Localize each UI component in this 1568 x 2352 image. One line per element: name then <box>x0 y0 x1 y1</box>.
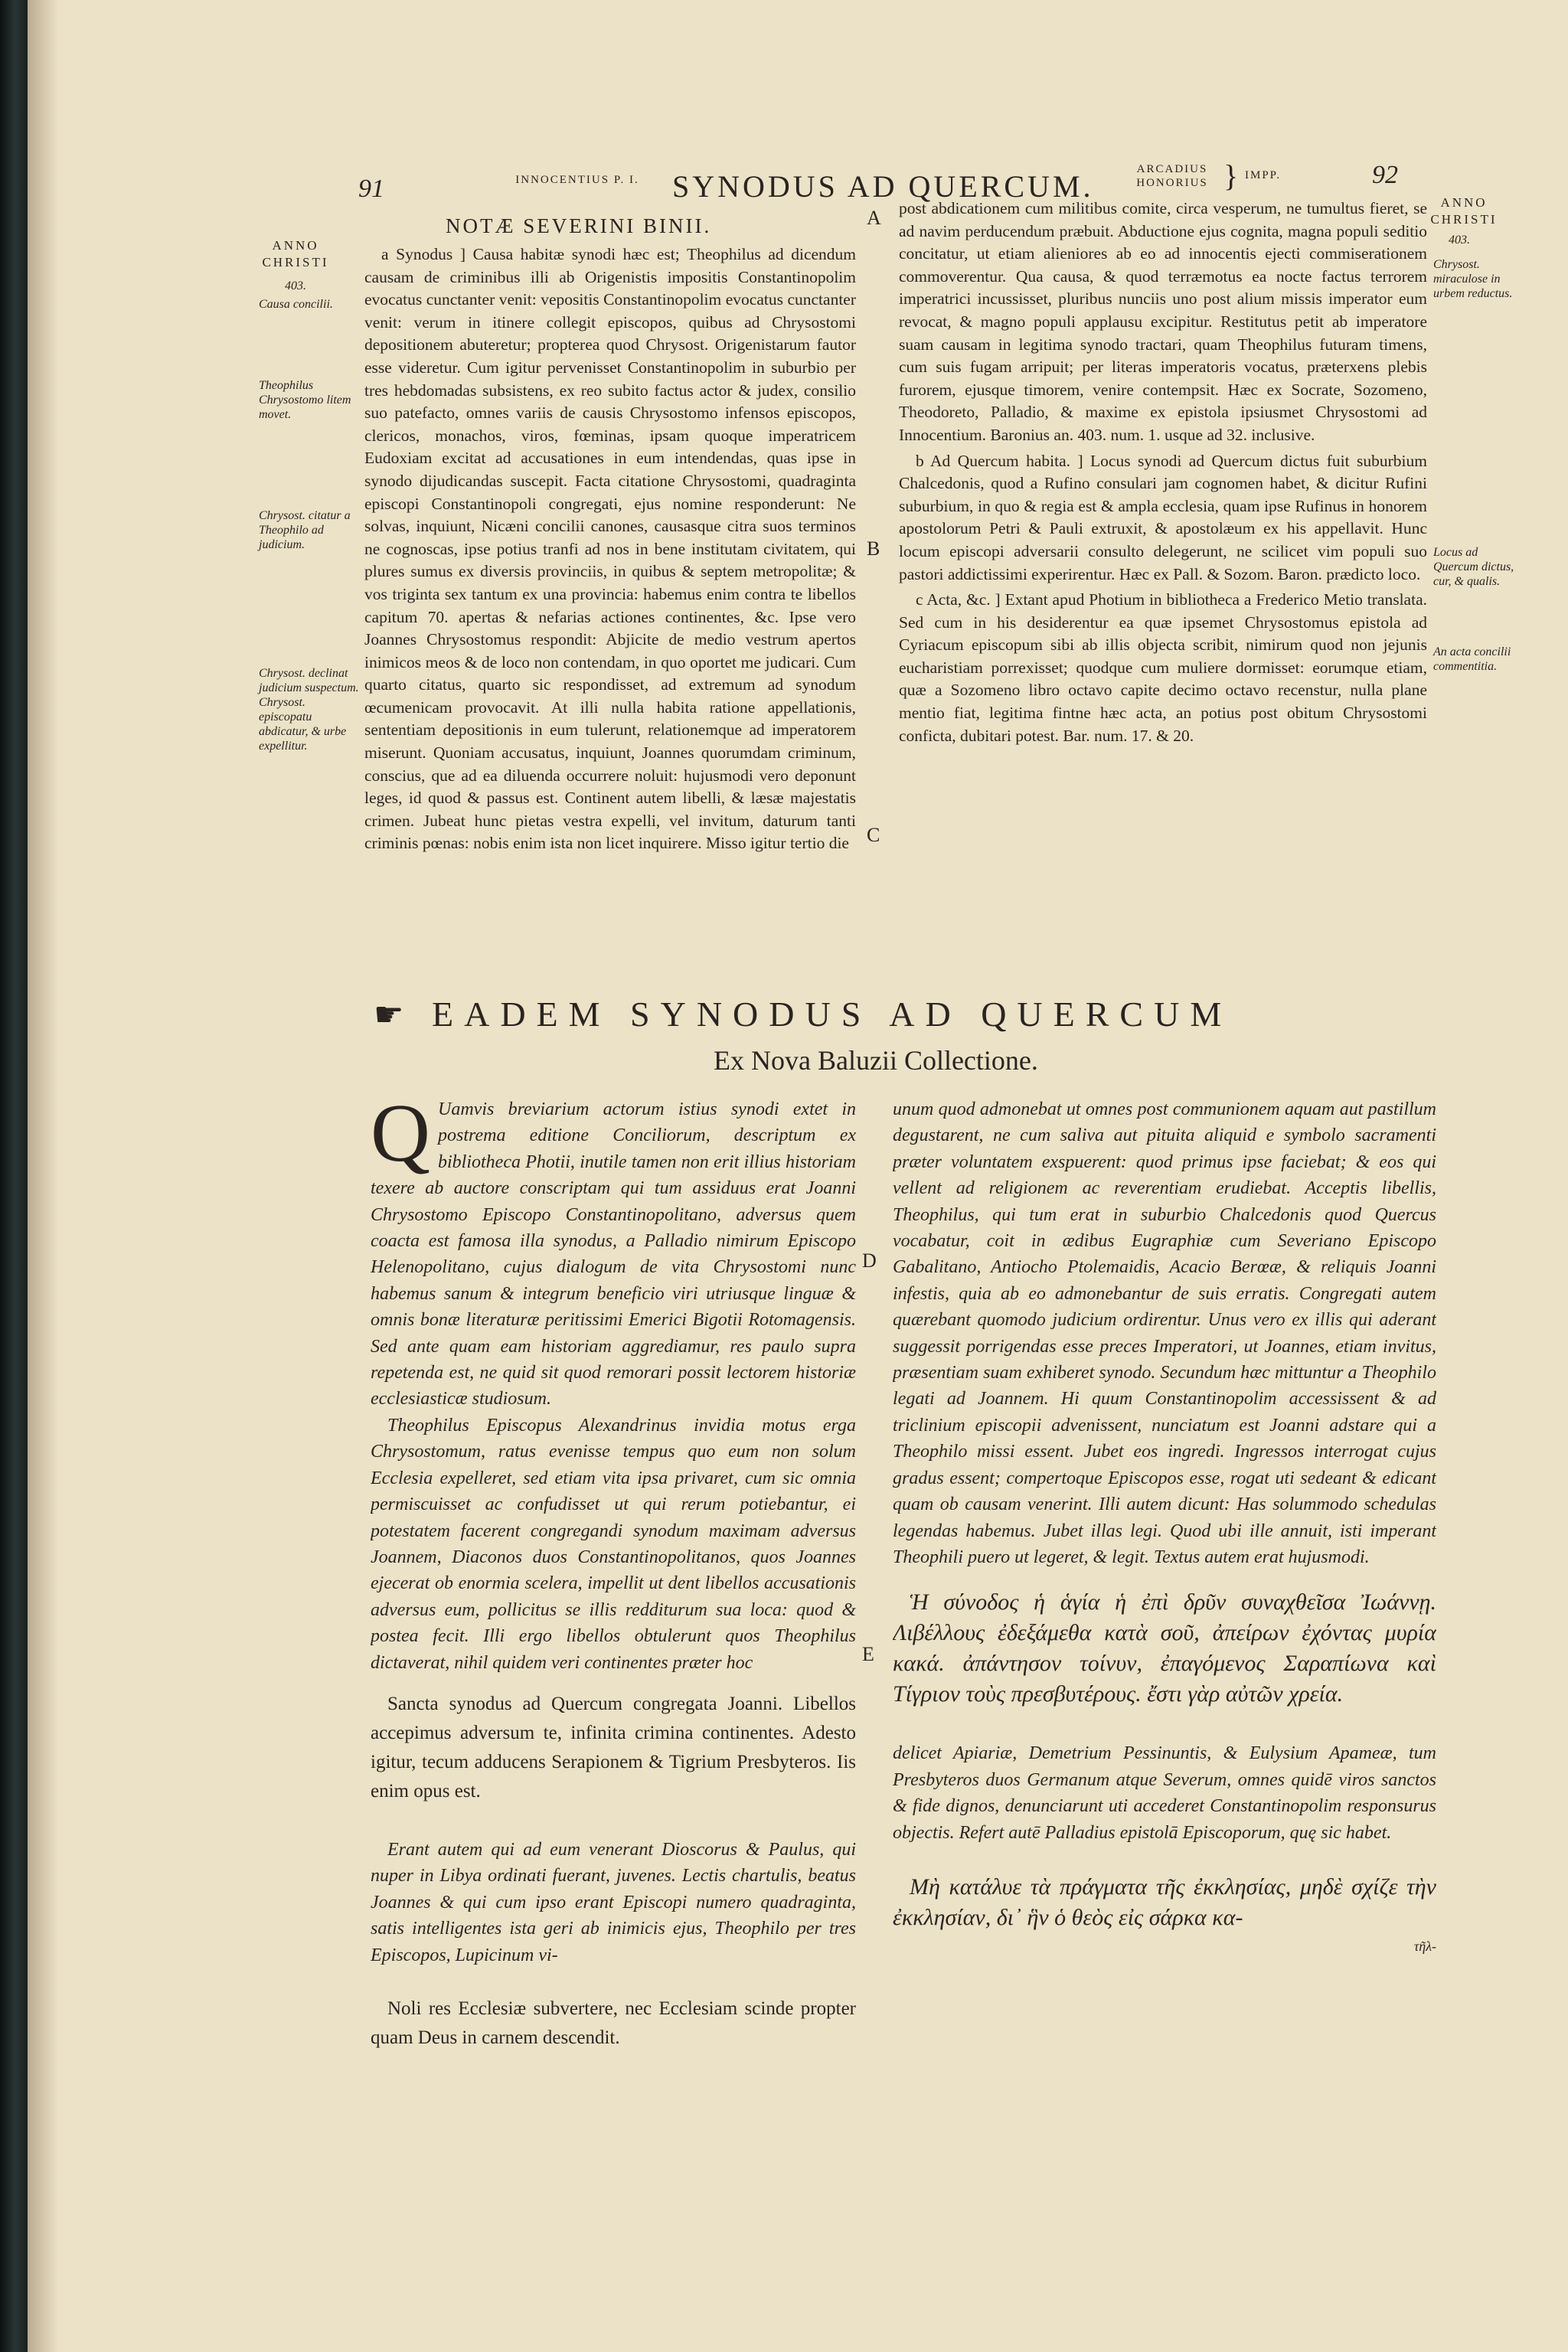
greek-text: Ἡ σύνοδος ἡ ἁγία ἡ ἐπὶ δρῦν συναχθεῖσα Ἰωάννῃ. Λιβέλλους ἐδεξάμεθα κατὰ σοῦ, ἀπείρων ἐχόντας μυρία κακά. ἀπάντησον τοίνυν, ἐπαγόμενος Σαραπίωνα καὶ Τίγριον τοὺς πρεσβυτέρους. ἔστι γὰρ αὐτῶν χρεία. <box>893 1589 1436 1707</box>
body-paragraph: Theophilus Episcopus Alexandrinus invidia motus erga Chrysostomum, ratus evenisse tempus quo eum non solum Ecclesia expelleret, sed etiam vita ipsa privaret, cum sic omnia permiscuisset ac confudisset ut qui rerum potiebantur, ei potestatem facerent congregandi synodum maximam adversus Joannem, Diaconos duos Constantinopolitanos, quos Joannes ejecerat ob enormia scelera, impellit ut dent libellos accusationis adversus eum, pollicitus se illis redditurum sua loca: quod & postea fecit. Illi ergo libellos obtulerunt quos Theophilus dictaverat, nihil quidem veri continentes præter hoc <box>371 1415 856 1673</box>
right-running-impp: IMPP. <box>1245 169 1282 181</box>
body-paragraph: delicet Apiariæ, Demetrium Pessinuntis, & Eulysium Apameæ, tum Presbyteros duos Germanum atque Severum, omnes quidē viros sanctos & fide dignos, denunciarunt uti accederet Constantinopolim responsurus objectis. Refert autē Palladius epistolā Episcoporum, quę sic habet. <box>893 1743 1436 1843</box>
body-paragraph: Erant autem qui ad eum venerant Dioscorus & Paulus, qui nuper in Libya ordinati fuerant, juvenes. Lectis chartulis, beatus Joannes & qui cum ipso erant Episcopi numero quadraginta, satis intelligentes ista geri ab inimicis ejus, Theophilo per tres Episcopos, Lupicinum vi- <box>371 1839 856 1965</box>
body-text: Uamvis breviarium actorum istius synodi extet in postrema editione Conciliorum, descriptum ex bibliotheca Photii, inutile tamen non erit illius historiam texere ab auctore conscriptam qui tum assiduus erat Joanni Chrysostomo Episcopo Constantinopolitano, adversus quem coacta est famosa illa synodus, a Palladio nimirum Episcopo Helenopolitano, cujus dialogum de vita Chrysostomi nunc habemus sanum & integrum beneficio viri utriusque linguæ & omnis bonæ literaturæ peritissimi Emerici Bigotii Rotomagensis. Sed ante quam eam historiam aggrediamur, res paulo supra repetenda est, ne quid sit quod remorari possit lectorem historiæ ecclesiasticæ studiosum. <box>371 1099 856 1410</box>
right-margin-note: An acta concilii commentitia. <box>1433 645 1511 673</box>
left-margin-year: 403. <box>285 279 306 292</box>
left-margin-note: Chrysost. declinat judicium suspectum. Chrysost. episcopatu abdicatur, & urbe expellitur. <box>259 667 359 753</box>
section-letter-e: E <box>862 1643 874 1665</box>
body-right-column <box>893 1096 1436 2199</box>
left-margin-note: Chrysost. citatur a Theophilo ad judicium. <box>259 509 351 551</box>
left-margin-note: Causa concilii. <box>259 298 333 311</box>
note-paragraph: post abdicationem cum militibus comite, circa vesperum, ne tumultus fieret, se ad navim perducendum præbuit. Abductione ejus cognita, magna populi seditio concitatur, ut etiam alieniores ab eo ad innocentis ejecti commiserationem commoverentur. Qua causa, & quod terræmotus ea nocte factus terrorem imperatrici incussisset, pluribus nunciis uno post alium missis imperator eum revocat, & magno populi applausu excipitur. Restitutus petit ab imperatore suam causam in legitima synodo tractari, quam Theophilus futuram timens, cum suis fugam arripuit; per literas imperatoris vocatus, præterxens plebis furorem, ejusque timorem, venire contempsit. Hæc ex Socrate, Sozomeno, Theodoreto, Palladio, & maxime ex epistola ipsiusmet Chrysostomi ad Innocentium. Baronius an. 403. num. 1. usque ad 32. inclusive. <box>899 199 1427 444</box>
notes-left-column <box>364 243 856 978</box>
left-running-head: INNOCENTIUS P. I. <box>515 174 639 186</box>
section-subtitle: Ex Nova Baluzii Collectione. <box>714 1045 1038 1076</box>
bishops-letter: Noli res Ecclesiæ subvertere, nec Ecclesiam scinde propter quam Deus in carnem descendit. <box>371 1998 856 2048</box>
catchword: τῆλ- <box>1413 1938 1436 1954</box>
note-paragraph: c Acta, &c. ] Extant apud Photium in bibliotheca a Frederico Metio translata. Sed cum in his desiderentur ea quæ ipsemet Chrysostomus epistola ad Cyriacum episcopum sibi ab illis objecta scribit, nimirum quod non jejunis eucharistiam porrexisset; quodque cum muliere dormisset: eorumque etiam, quæ a Sozomeno libro octavo capite decimo octavo recenstur, nulla plane mentio fiat, legitima fintne hæc acta, an potius post obitum Chrysostomi conficta, dubitari potest. Bar. num. 17. & 20. <box>899 590 1427 745</box>
section-letter-b: B <box>867 537 880 560</box>
section-letter-a: A <box>867 207 881 229</box>
right-margin-note: Chrysost. miraculose in urbem reductus. <box>1433 258 1513 300</box>
right-page-number: 92 <box>1372 161 1398 189</box>
left-margin-anno: ANNO CHRISTI <box>262 238 329 270</box>
right-margin-anno: ANNO CHRISTI <box>1430 195 1498 227</box>
book-page <box>28 0 1568 2352</box>
section-letter-c: C <box>867 824 880 846</box>
right-margin-note: Locus ad Quercum dictus, cur, & qualis. <box>1433 546 1514 588</box>
notes-right-column <box>899 198 1427 980</box>
note-paragraph: a Synodus ] Causa habitæ synodi hæc est; Theophilus ad dicendum causam de criminibus illi ab Origenistis impositis Constantinopolim evocatus cunctanter venit: vepositis Constantinopolim evocatus cunctanter venit: verum in itinere collegit episcopos, quibus ad Chrysostomi depositionem abuteretur; propterea quod Chrysost. Origenistarum fautor esse videretur. Cum igitur pervenisset Constantinopolim in suburbio per tres hebdomadas subsistens, ex reo subito factus actor & judex, consilio suo patefacto, omnes variis de causis Chrysostomo infensos episcopos, clericos, monachos, viros, fœminas, ipsam quoque imperatricem Eudoxiam excitat ad accusationes in eum intendendas, quas ipse in synodo dijudicandas suscepit. Facta citatione Chrysostomi, quadraginta episcopi Constantinopoli congregati, ejus nomine responderunt: Ne solvas, inquiunt, Nicæni concilii canones, causasque citra suos terminos ne cognoscas, ipse potius tranfi ad nos in bene institutam civitatem, qui plures sumus ex diversis provinciis, in quibus & septem metropolitæ; & vos triginta sex tantum ex una provincia: habemus enim contra te libellos capitum 70. apertas & nefarias actiones continentes, &c. Ipse vero Joannes Chrysostomus respondit: Abjicite de medio vestrum apertos inimicos meos & de loco non contendam, in quo oportet me judicari. Cum quarto citatus, quarto sic respondisset, ad extremum ad synodum œcumenicam provocavit. At illi nulla habita ratione appellationis, sententiam depositionis in eum tulerunt, relationemque ad imperatorem miserunt. Quoniam accusatus, inquiunt, Joannes quorumdam criminum, conscius, que ad ea diluenda occurrere noluit: hujusmodi vero deponunt leges, id quod & passus est. Continent autem libelli, & læsæ majestatis crimen. Jubeat hunc pietas vestra expelli, vel invitum, daturum tanti criminis pœnas: nobis enim ista non licet inquirere. Misso igitur tertio die <box>364 245 856 853</box>
body-paragraph <box>371 1096 856 1413</box>
body-paragraph: unum quod admonebat ut omnes post communionem aquam aut pastillum degustarent, ne cum saliva aut pituita aliquid e symbolo sacramenti præter voluntatem exspuerent: quod primus ipse faciebat; & eos qui vellent ad religionem ac reverentiam erudiebat. Acceptis libellis, Theophilus, qui tum erat in suburbio Chalcedonis quod Quercus vocabatur, coit in ædibus Eugraphiæ cum Severiano Episcopo Gabalitano, Antiocho Ptolemaidis, Acacio Berœæ, & reliquis Joanni infestis, quia ab eo admonebantur de suis erratis. Congregati autem quærebant quomodo judicium ordirentur. Unus vero ex illis qui aderant suggessit porrigendas esse preces Imperatori, ut Joannes, etiam invitus, præsentiam suam exhiberet synodo. Secundum hæc mittuntur a Theophilo legati ad Joannem. Hi quum Constantinopolim accessissent & ad triclinium episcopii advenissent, nunciatum est Joanni adstare qui a Theophilo missi essent. Jubet eos ingredi. Ingressos interrogat cujus gradus essent; compertoque Episcopos esse, rogat uti sedeant & edicant quam ob causam venerint. Illi autem dicunt: Has solummodo schedulas legendas habemus. Jubet illas legi. Quod ubi ille annuit, isti imperant Theophili puero ut legeret, & legit. Textus autem erat hujusmodi. <box>893 1099 1436 1567</box>
notes-heading: NOTÆ SEVERINI BINII. <box>446 214 712 237</box>
right-running-head: ARCADIUS HONORIUS <box>1136 163 1208 189</box>
greek-text: Μὴ κατάλυε τὰ πράγματα τῆς ἐκκλησίας, μηδὲ σχίζε τὴν ἐκκλησίαν, δι᾽ ἣν ὁ θεὸς εἰς σάρκα κα- <box>893 1873 1436 1930</box>
brace: } <box>1223 158 1239 193</box>
body-left-column <box>371 1096 856 2138</box>
left-margin-note: Theophilus Chrysostomo litem movet. <box>259 379 351 421</box>
section-letter-d: D <box>862 1250 877 1272</box>
section-title: EADEM SYNODUS AD QUERCUM <box>432 995 1233 1034</box>
right-margin-year: 403. <box>1449 234 1470 247</box>
left-page-number: 91 <box>358 175 384 203</box>
drop-cap: Q <box>371 1096 430 1179</box>
note-paragraph: b Ad Quercum habita. ] Locus synodi ad Quercum dictus fuit suburbium Chalcedonis, quod a Rufino consulari jam cognomen habet, & dicitur Rufini suburbium, in quo & regia est & ampla ecclesia, quam ipse Rufinus in honorem apostolorum Petri & Pauli extruxit, & apostolæum ex his appellavit. Hunc locum episcopi adversarii consulto delegerunt, ne scilicet vim populi suo pastori addictissimi experirentur. Hæc ex Pall. & Sozom. Baron. prædicto loco. <box>899 451 1427 583</box>
book-spine <box>0 0 28 2352</box>
pointing-hand-icon: ☛ <box>374 996 404 1034</box>
synod-letter: Sancta synodus ad Quercum congregata Joanni. Libellos accepimus adversum te, infinita crimina continentes. Adesto igitur, tecum adducens Serapionem & Tigrium Presbyteros. Iis enim opus est. <box>371 1693 856 1802</box>
page-title: SYNODUS AD QUERCUM. <box>672 169 1094 204</box>
